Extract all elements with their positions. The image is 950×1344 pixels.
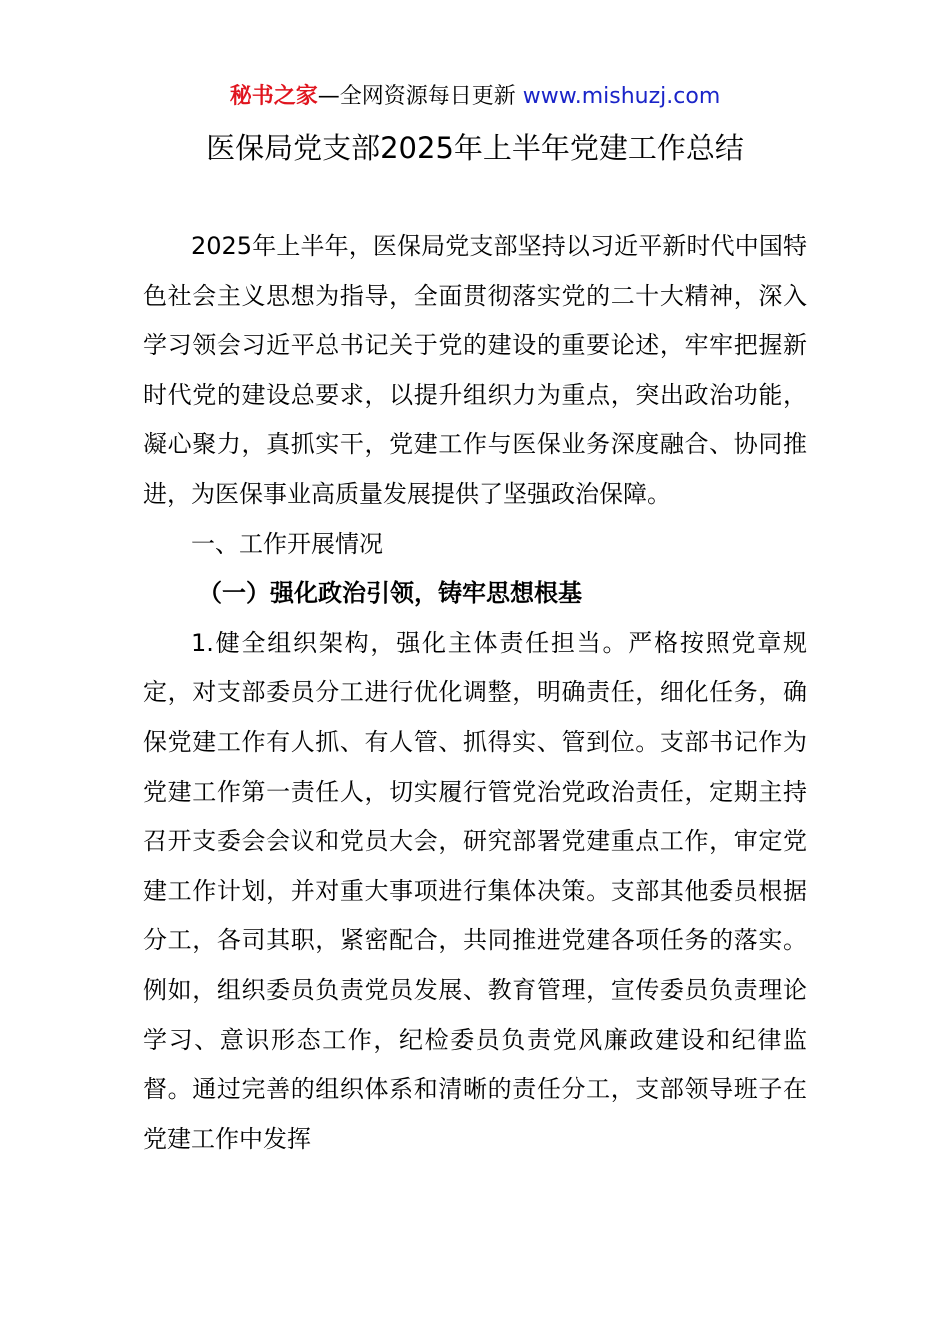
document-title: 医保局党支部2025年上半年党建工作总结 (206, 131, 744, 165)
site-header (0, 82, 950, 112)
site-brand: 秘书之家 (229, 84, 318, 109)
site-tagline: —全网资源每日更新 (317, 84, 523, 109)
document-body (143, 222, 807, 1164)
site-url-link[interactable]: www.mishuzj.com (522, 84, 721, 109)
subsection-heading: （一）强化政治引领，铸牢思想根基 (198, 579, 582, 608)
intro-paragraph: 2025年上半年，医保局党支部坚持以习近平新时代中国特色社会主义思想为指导，全面贯彻落实党的二十大精神，深入学习领会习近平总书记关于党的建设的重要论述，牢牢把握新时代党的建设总要求，以提升组织力为重点，突出政治功能，凝心聚力，真抓实干，党建工作与医保业务深度融合、协同推进，为医保事业高质量发展提供了坚强政治保障。 (143, 232, 807, 508)
section-heading: 一、工作开展情况 (191, 529, 383, 558)
item-paragraph: 1.健全组织架构，强化主体责任担当。严格按照党章规定，对支部委员分工进行优化调整，明确责任，细化任务，确保党建工作有人抓、有人管、抓得实、管到位。支部书记作为党建工作第一责任人，切实履行管党治党政治责任，定期主持召开支委会会议和党员大会，研究部署党建重点工作，审定党建工作计划，并对重大事项进行集体决策。支部其他委员根据分工，各司其职，紧密配合，共同推进党建各项任务的落实。例如，组织委员负责党员发展、教育管理，宣传委员负责理论学习、意识形态工作，纪检委员负责党风廉政建设和纪律监督。通过完善的组织体系和清晰的责任分工，支部领导班子在党建工作中发挥 (143, 628, 807, 1153)
